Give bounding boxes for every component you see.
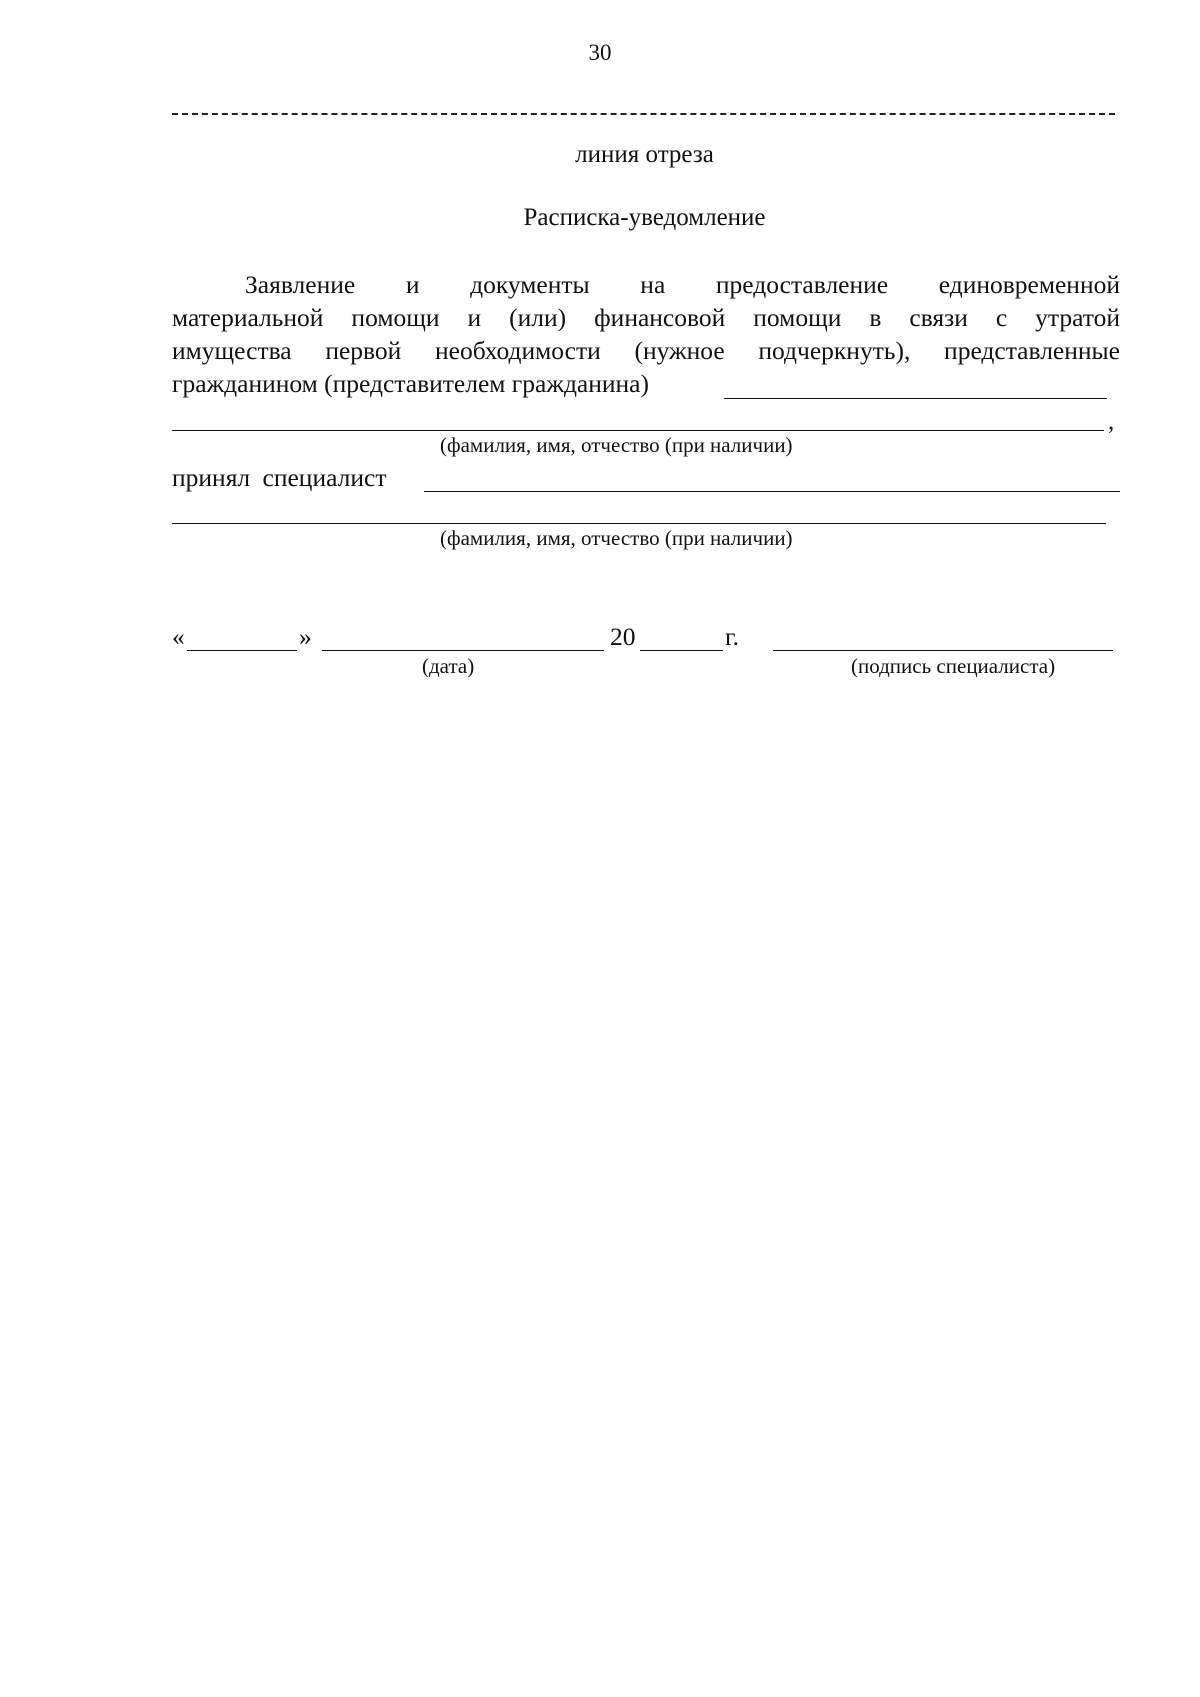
day-field[interactable] — [187, 650, 297, 651]
applicant-name-field-line-1[interactable] — [724, 398, 1107, 399]
date-close-quote: » — [299, 622, 312, 651]
month-field[interactable] — [322, 650, 604, 651]
year-suffix: г. — [725, 622, 739, 651]
specialist-name-field-line-2[interactable] — [172, 523, 1106, 524]
specialist-name-hint: (фамилия, имя, отчество (при наличии) — [440, 526, 793, 550]
cut-line-caption: линия отреза — [575, 141, 714, 168]
trailing-comma: , — [1108, 408, 1115, 435]
paragraph-line-4 — [172, 369, 1120, 399]
applicant-name-field-line-2[interactable] — [172, 430, 1104, 431]
document-title: Расписка-уведомление — [523, 204, 766, 231]
page-number: 30 — [588, 40, 612, 65]
year-field[interactable] — [640, 650, 723, 651]
paragraph-line-2: материальной помощи и (или) финансовой помощи в связи с утратой — [172, 303, 1120, 332]
paragraph-line-3: имущества первой необходимости (нужное подчеркнуть), представленные — [172, 336, 1120, 365]
specialist-signature-field[interactable] — [773, 650, 1113, 651]
date-hint: (дата) — [422, 654, 475, 678]
specialist-name-field-line-1[interactable] — [424, 491, 1120, 492]
year-prefix: 20 — [610, 622, 636, 651]
signature-hint: (подпись специалиста) — [851, 654, 1056, 678]
paragraph-line-4-text: гражданином (представителем гражданина) — [172, 369, 649, 398]
specialist-label: принял специалист — [172, 463, 387, 492]
cut-line — [172, 113, 1115, 115]
applicant-name-hint: (фамилия, имя, отчество (при наличии) — [440, 433, 793, 457]
date-open-quote: « — [172, 622, 185, 651]
paragraph-line-1: Заявление и документы на предоставление единовременной — [245, 270, 1120, 299]
